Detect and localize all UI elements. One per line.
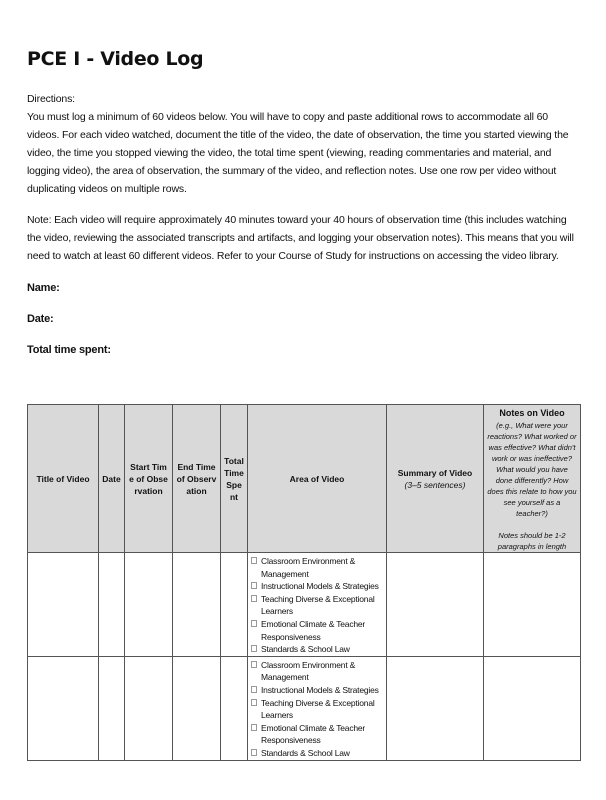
area-option[interactable]: Classroom Environment & Management <box>251 659 384 684</box>
checkbox-icon[interactable] <box>251 724 257 731</box>
area-option[interactable]: Instructional Models & Strategies <box>251 580 384 593</box>
area-checklist <box>248 555 386 656</box>
area-option[interactable]: Emotional Climate & Teacher Responsiveness <box>251 618 384 643</box>
cell-title[interactable] <box>28 656 99 760</box>
area-option[interactable]: Emotional Climate & Teacher Responsiveness <box>251 722 384 747</box>
header-summary <box>387 405 484 553</box>
area-checklist <box>248 659 386 760</box>
cell-total-time[interactable] <box>221 656 248 760</box>
video-log-table <box>27 404 581 761</box>
area-option[interactable]: Standards & School Law <box>251 643 384 656</box>
note-text: Note: Each video will require approximately 40 minutes toward your 40 hours of observation time (this includes watching the video, reviewing the associated transcripts and artifacts, and logging your observation notes). This means that you will need to watch at least 60 different videos. Refer to your Course of Study for instructions on accessing the video library. <box>27 214 574 262</box>
cell-area <box>248 656 387 760</box>
cell-date[interactable] <box>99 656 125 760</box>
name-field-label: Name: <box>27 282 60 294</box>
cell-summary[interactable] <box>387 656 484 760</box>
cell-end-time[interactable] <box>173 553 221 657</box>
table-header-row <box>28 405 581 553</box>
notes-header-label: Notes on Video <box>499 408 565 418</box>
checkbox-icon[interactable] <box>251 749 257 756</box>
notes-header-help: (e.g., What were your reactions? What worked or was effective? What didn't work or was ineffective? What would you have done differently? How does this relate to how you see yourself as a teacher?) <box>487 421 577 518</box>
directions-text: You must log a minimum of 60 videos below. You will have to copy and paste additional rows to accommodate all 60 videos. For each video watched, document the title of the video, the date of observation, the time you started viewing the video, the time you stopped viewing the video, the total time spent (viewing, reading commentaries and material, and logging video), the area of observation, the summary of the video, and reflection notes. Use one row per video without duplicating videos on multiple rows. <box>27 111 569 195</box>
header-title-of-video: Title of Video <box>28 405 99 553</box>
directions-label: Directions: <box>27 93 75 105</box>
date-field-label: Date: <box>27 313 54 325</box>
header-date: Date <box>99 405 125 553</box>
summary-header-label: Summary of Video <box>397 467 473 478</box>
checkbox-icon[interactable] <box>251 645 257 652</box>
cell-title[interactable] <box>28 553 99 657</box>
area-option[interactable]: Teaching Diverse & Exceptional Learners <box>251 697 384 722</box>
header-end-time: End Time of Observation <box>173 405 221 553</box>
checkbox-icon[interactable] <box>251 582 257 589</box>
cell-date[interactable] <box>99 553 125 657</box>
page-title: PCE I - Video Log <box>27 48 204 70</box>
header-notes <box>484 405 581 553</box>
cell-area <box>248 553 387 657</box>
checkbox-icon[interactable] <box>251 595 257 602</box>
summary-header-sublabel: (3–5 sentences) <box>404 479 466 490</box>
table-row <box>28 553 581 657</box>
cell-total-time[interactable] <box>221 553 248 657</box>
cell-end-time[interactable] <box>173 656 221 760</box>
checkbox-icon[interactable] <box>251 557 257 564</box>
header-area-of-video: Area of Video <box>248 405 387 553</box>
cell-notes[interactable] <box>484 553 581 657</box>
cell-start-time[interactable] <box>125 656 173 760</box>
cell-notes[interactable] <box>484 656 581 760</box>
cell-start-time[interactable] <box>125 553 173 657</box>
total-time-field-label: Total time spent: <box>27 344 111 356</box>
header-start-time: Start Time of Observation <box>125 405 173 553</box>
table-row <box>28 656 581 760</box>
header-total-time: Total Time Spent <box>221 405 248 553</box>
checkbox-icon[interactable] <box>251 620 257 627</box>
area-option[interactable]: Instructional Models & Strategies <box>251 684 384 697</box>
checkbox-icon[interactable] <box>251 661 257 668</box>
notes-header-length: Notes should be 1-2 paragraphs in length <box>497 531 567 551</box>
area-option[interactable]: Teaching Diverse & Exceptional Learners <box>251 593 384 618</box>
area-option[interactable]: Standards & School Law <box>251 747 384 760</box>
checkbox-icon[interactable] <box>251 686 257 693</box>
cell-summary[interactable] <box>387 553 484 657</box>
area-option[interactable]: Classroom Environment & Management <box>251 555 384 580</box>
checkbox-icon[interactable] <box>251 699 257 706</box>
